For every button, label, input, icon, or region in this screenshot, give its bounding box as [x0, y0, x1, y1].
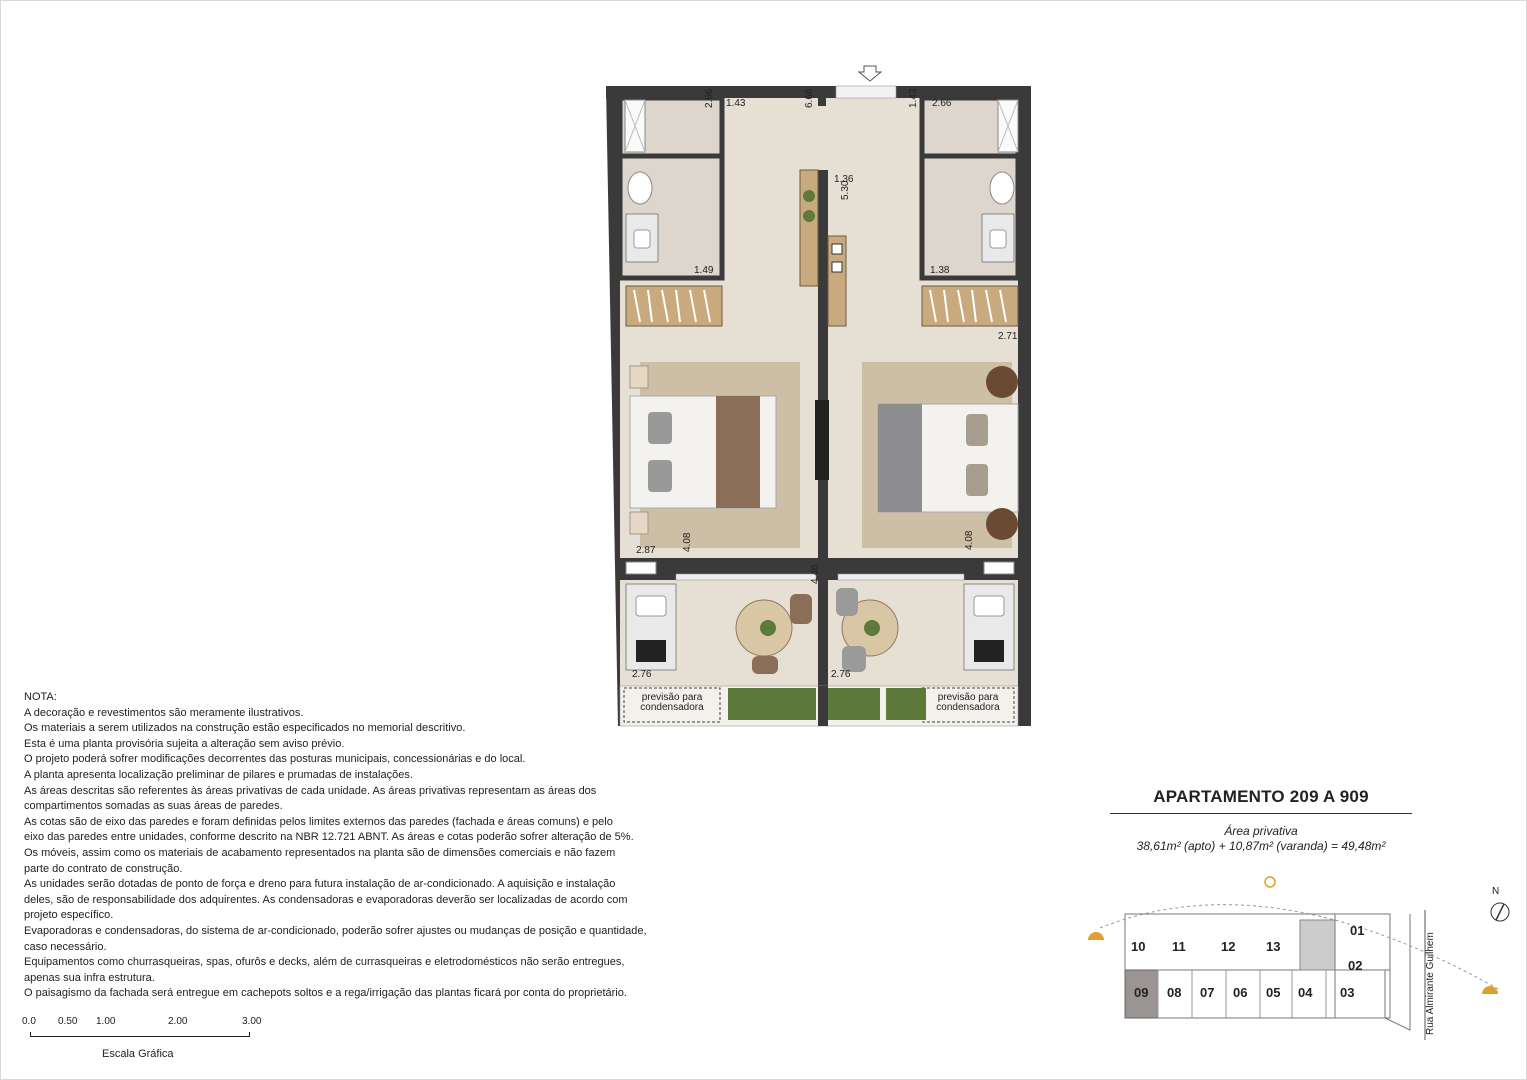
unit-label: 07	[1200, 985, 1215, 1000]
right-kitchenette	[964, 584, 1014, 670]
scale-tick-label: 3.00	[242, 1016, 262, 1027]
note-line: As unidades serão dotadas de ponto de força e dreno para futura instalação de ar-condicionado. A aquisição e instalação	[24, 878, 616, 891]
dim-right-room: 2.71	[998, 331, 1018, 342]
unit-label: 10	[1131, 939, 1146, 954]
dim-center-height: 5.30	[840, 180, 851, 200]
dim-left-shower: 2.66	[704, 88, 715, 108]
notes-block	[24, 690, 664, 1002]
sun-icon	[1265, 877, 1275, 887]
condenser-label-right-1: previsão para	[937, 692, 999, 703]
dim-left-corridor: 1.43	[726, 98, 746, 109]
dim-right-shower: 2.66	[932, 98, 952, 109]
unit-label: 13	[1266, 939, 1281, 954]
condenser-label-left-2: condensadora	[640, 702, 704, 713]
condenser-label-right-2: condensadora	[936, 702, 1000, 713]
unit-label: 08	[1167, 985, 1182, 1000]
scale-caption: Escala Gráfica	[102, 1048, 174, 1060]
dim-center-small: 1.36	[834, 174, 854, 185]
dim-center: 6.66	[804, 88, 815, 108]
note-line: Os móveis, assim como os materiais de acabamento representados na planta são de dimensões comerciais e não fazem	[24, 846, 616, 859]
condenser-label-left-1: previsão para	[641, 692, 703, 703]
dim-left-room: 2.87	[636, 545, 656, 556]
key-plan	[1080, 870, 1520, 1070]
left-kitchenette	[626, 584, 676, 670]
note-line: Evaporadoras e condensadoras, do sistema de ar-condicionado, poderão sofrer ajustes ou mudanças de posição e quantidade,	[24, 924, 647, 937]
unit-label: 03	[1340, 985, 1355, 1000]
right-bathroom	[922, 98, 1018, 278]
street-label: Rua Almirante Guilhem	[1425, 932, 1436, 1035]
note-line: projeto específico.	[24, 909, 114, 922]
note-line: compartimentos somadas as suas áreas de paredes.	[24, 800, 283, 813]
notes-heading: NOTA:	[24, 691, 57, 703]
unit-label: 11	[1172, 939, 1186, 954]
unit-label: 06	[1233, 985, 1248, 1000]
scale-tick-label: 1.00	[96, 1016, 116, 1027]
unit-label: 05	[1266, 985, 1281, 1000]
unit-label: 12	[1221, 939, 1236, 954]
left-bathroom	[620, 98, 722, 278]
note-line: Os materiais a serem utilizados na construção estão especificados no memorial descritivo.	[24, 722, 466, 735]
graphic-scale	[22, 1016, 262, 1066]
scale-bar	[30, 1032, 250, 1037]
scale-tick-label: 2.00	[168, 1016, 188, 1027]
note-line: As áreas descritas são referentes às áreas privativas de cada unidade. As áreas privativas representam as áreas dos	[24, 784, 597, 797]
note-line: eixo das paredes entre unidades, conforme descrito na NBR 12.721 ABNT. As áreas e cotas poderão sofrer alteração de 5%.	[24, 831, 634, 844]
dim-center-balcony: 4.46	[810, 564, 821, 584]
note-line: As cotas são de eixo das paredes e foram definidas pelos limites externos das paredes (fachada e áreas comuns) e pelo	[24, 815, 613, 828]
note-line: parte do contrato de construção.	[24, 862, 183, 875]
note-line: A planta apresenta localização preliminar de pilares e prumadas de instalações.	[24, 768, 413, 781]
dim-left-bath: 1.49	[694, 265, 714, 276]
note-line: caso necessário.	[24, 940, 107, 953]
note-line: Equipamentos como churrasqueiras, spas, ofurôs e decks, além de currasqueiras e eletrodomésticos não serão entregues,	[24, 956, 625, 969]
sunrise-icon	[1088, 932, 1104, 940]
dim-left-balcony: 2.76	[632, 669, 652, 680]
dim-right-bath: 1.38	[930, 265, 950, 276]
area-label: Área privativa	[1224, 824, 1298, 838]
left-bedroom	[630, 362, 800, 548]
note-line: O paisagismo da fachada será entregue em cachepots soltos e a rega/irrigação das plantas ficará por conta do proprietário.	[24, 987, 627, 1000]
compass-icon	[1491, 903, 1509, 921]
note-line: deles, são de responsabilidade dos adquirentes. As condensadoras e evaporadoras deverão ser localizadas de acordo com	[24, 893, 628, 906]
area-value: 38,61m² (apto) + 10,87m² (varanda) = 49,48m²	[1136, 839, 1386, 853]
note-line: Esta é uma planta provisória sujeita a alteração sem aviso prévio.	[24, 737, 345, 750]
dim-right-room-height: 4.08	[964, 530, 975, 550]
note-line: A decoração e revestimentos são meramente ilustrativos.	[24, 706, 304, 719]
dim-right-corridor: 1.43	[908, 88, 919, 108]
note-line: O projeto poderá sofrer modificações decorrentes das posturas municipais, concessionárias e do local.	[24, 753, 526, 766]
unit-label: 02	[1348, 958, 1363, 973]
unit-label: 04	[1298, 985, 1313, 1000]
dim-right-balcony: 2.76	[831, 669, 851, 680]
note-line: apenas sua infra estrutura.	[24, 971, 155, 984]
scale-tick-label: 0.0	[22, 1016, 36, 1027]
apartment-title: APARTAMENTO 209 A 909	[1110, 787, 1412, 814]
north-label: N	[1492, 886, 1500, 897]
entrance-arrow-icon	[859, 66, 881, 81]
right-bedroom	[862, 362, 1018, 548]
unit-label-highlight: 09	[1134, 985, 1149, 1000]
unit-label: 01	[1350, 923, 1365, 938]
sunset-icon	[1482, 986, 1498, 994]
title-block	[1110, 787, 1412, 853]
dim-left-room-height: 4.08	[682, 532, 693, 552]
scale-tick-label: 0.50	[58, 1016, 78, 1027]
